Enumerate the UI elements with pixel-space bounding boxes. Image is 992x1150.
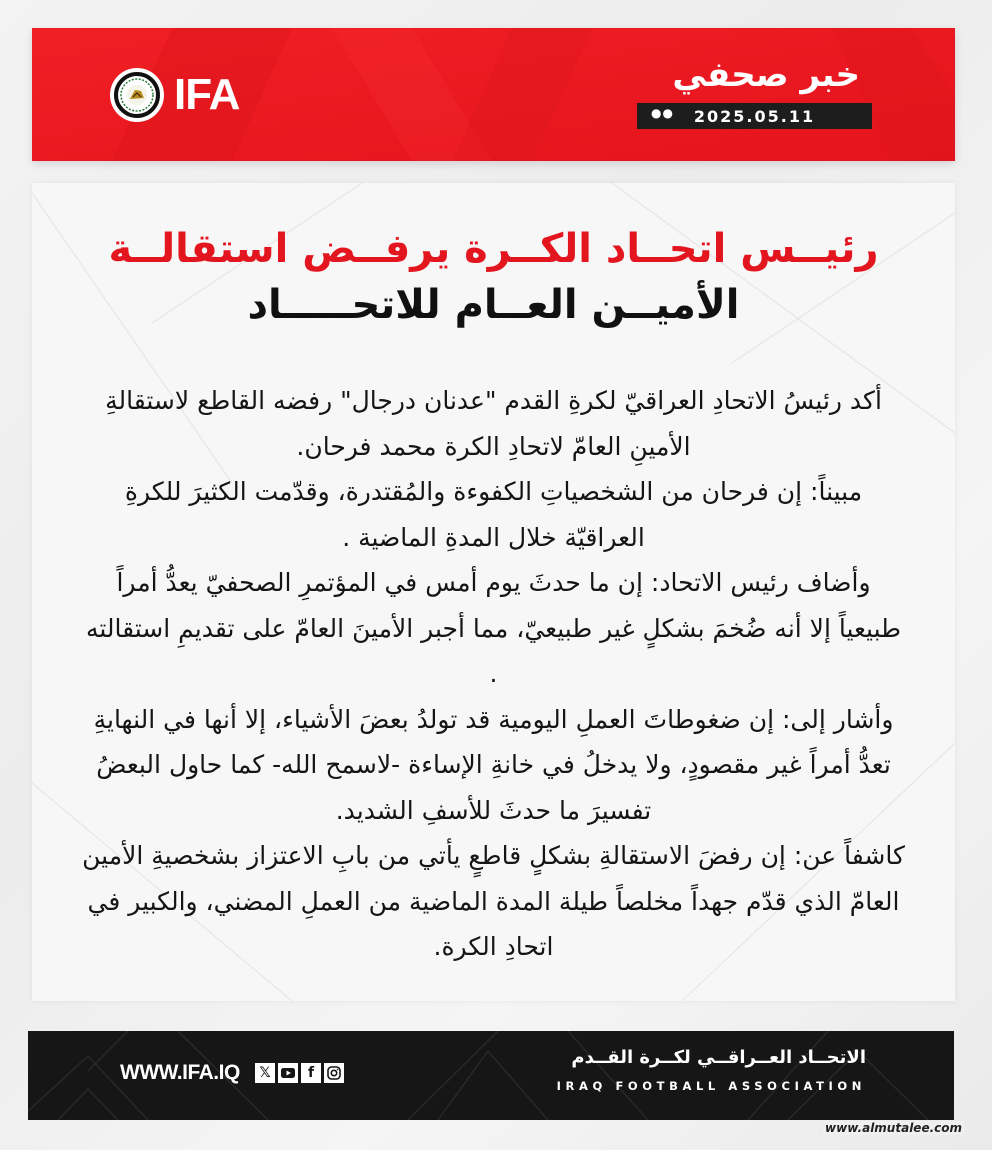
- association-name-arabic: الاتحــاد العــراقــي لكــرة القــدم: [571, 1047, 866, 1068]
- headline-line-2: الأميــن العــام للاتحـــــاد: [247, 282, 740, 328]
- article-paragraph: مبيناً: إن فرحان من الشخصياتِ الكفوءة والمُقتدرة، وقدّمت الكثيرَ للكرةِ العراقيّة خلال المدةِ الماضية .: [124, 477, 863, 552]
- date-text: 2025.05.11: [693, 106, 816, 126]
- ifa-emblem-icon: [110, 68, 164, 122]
- article-paragraph: وأضاف رئيس الاتحاد: إن ما حدثَ يوم أمس في المؤتمرِ الصحفيّ يعدُّ أمراً طبيعياً إلا أنه ضُخمَ بشكلٍ غير طبيعيّ، مما أجبر الأمينَ العامّ على تقديمِ استقالته .: [85, 568, 902, 688]
- social-links: [255, 1063, 344, 1083]
- ifa-logo: [110, 68, 239, 122]
- article-card: [32, 183, 955, 1001]
- source-watermark: www.almutalee.com: [825, 1121, 962, 1135]
- website-link[interactable]: WWW.IFA.IQ: [120, 1061, 240, 1084]
- article-body: [82, 378, 905, 970]
- quote-dots-icon: ●●: [651, 106, 674, 120]
- date-badge: [637, 103, 872, 129]
- press-release-label: خبر صحفي: [672, 55, 860, 95]
- article-paragraph: وأشار إلى: إن ضغوطاتَ العملِ اليومية قد تولدُ بعضَ الأشياء، إلا أنها في النهايةِ تعدُّ أمراً غير مقصودٍ، ولا يدخلُ في خانةِ الإساءة -لاسمح الله- كما حاول البعضُ تفسيرَ ما حدثَ للأسفِ الشديد.: [93, 704, 894, 825]
- association-name-english: IRAQ FOOTBALL ASSOCIATION: [556, 1079, 866, 1093]
- facebook-icon[interactable]: f: [301, 1063, 321, 1083]
- article-paragraph: كاشفاً عن: إن رفضَ الاستقالةِ بشكلٍ قاطعٍ يأتي من بابِ الاعتزاز بشخصيةِ الأمين العامّ الذي قدّم جهداً مخلصاً طيلة المدة الماضية من العملِ المضني، والكبير في اتحادِ الكرة.: [82, 841, 905, 961]
- headline-line-1: رئيــس اتحــاد الكــرة يرفــض استقالــة: [108, 226, 879, 272]
- logo-text: IFA: [174, 70, 240, 119]
- x-icon[interactable]: 𝕏: [255, 1063, 275, 1083]
- header-banner: [32, 28, 955, 161]
- youtube-icon[interactable]: [278, 1063, 298, 1083]
- footer-bar: [28, 1031, 954, 1120]
- article-paragraph: أكد رئيسُ الاتحادِ العراقيّ لكرةِ القدم "عدنان درجال" رفضه القاطع لاستقالةِ الأمينِ العامّ لاتحادِ الكرة محمد فرحان.: [105, 386, 882, 461]
- instagram-icon[interactable]: [324, 1063, 344, 1083]
